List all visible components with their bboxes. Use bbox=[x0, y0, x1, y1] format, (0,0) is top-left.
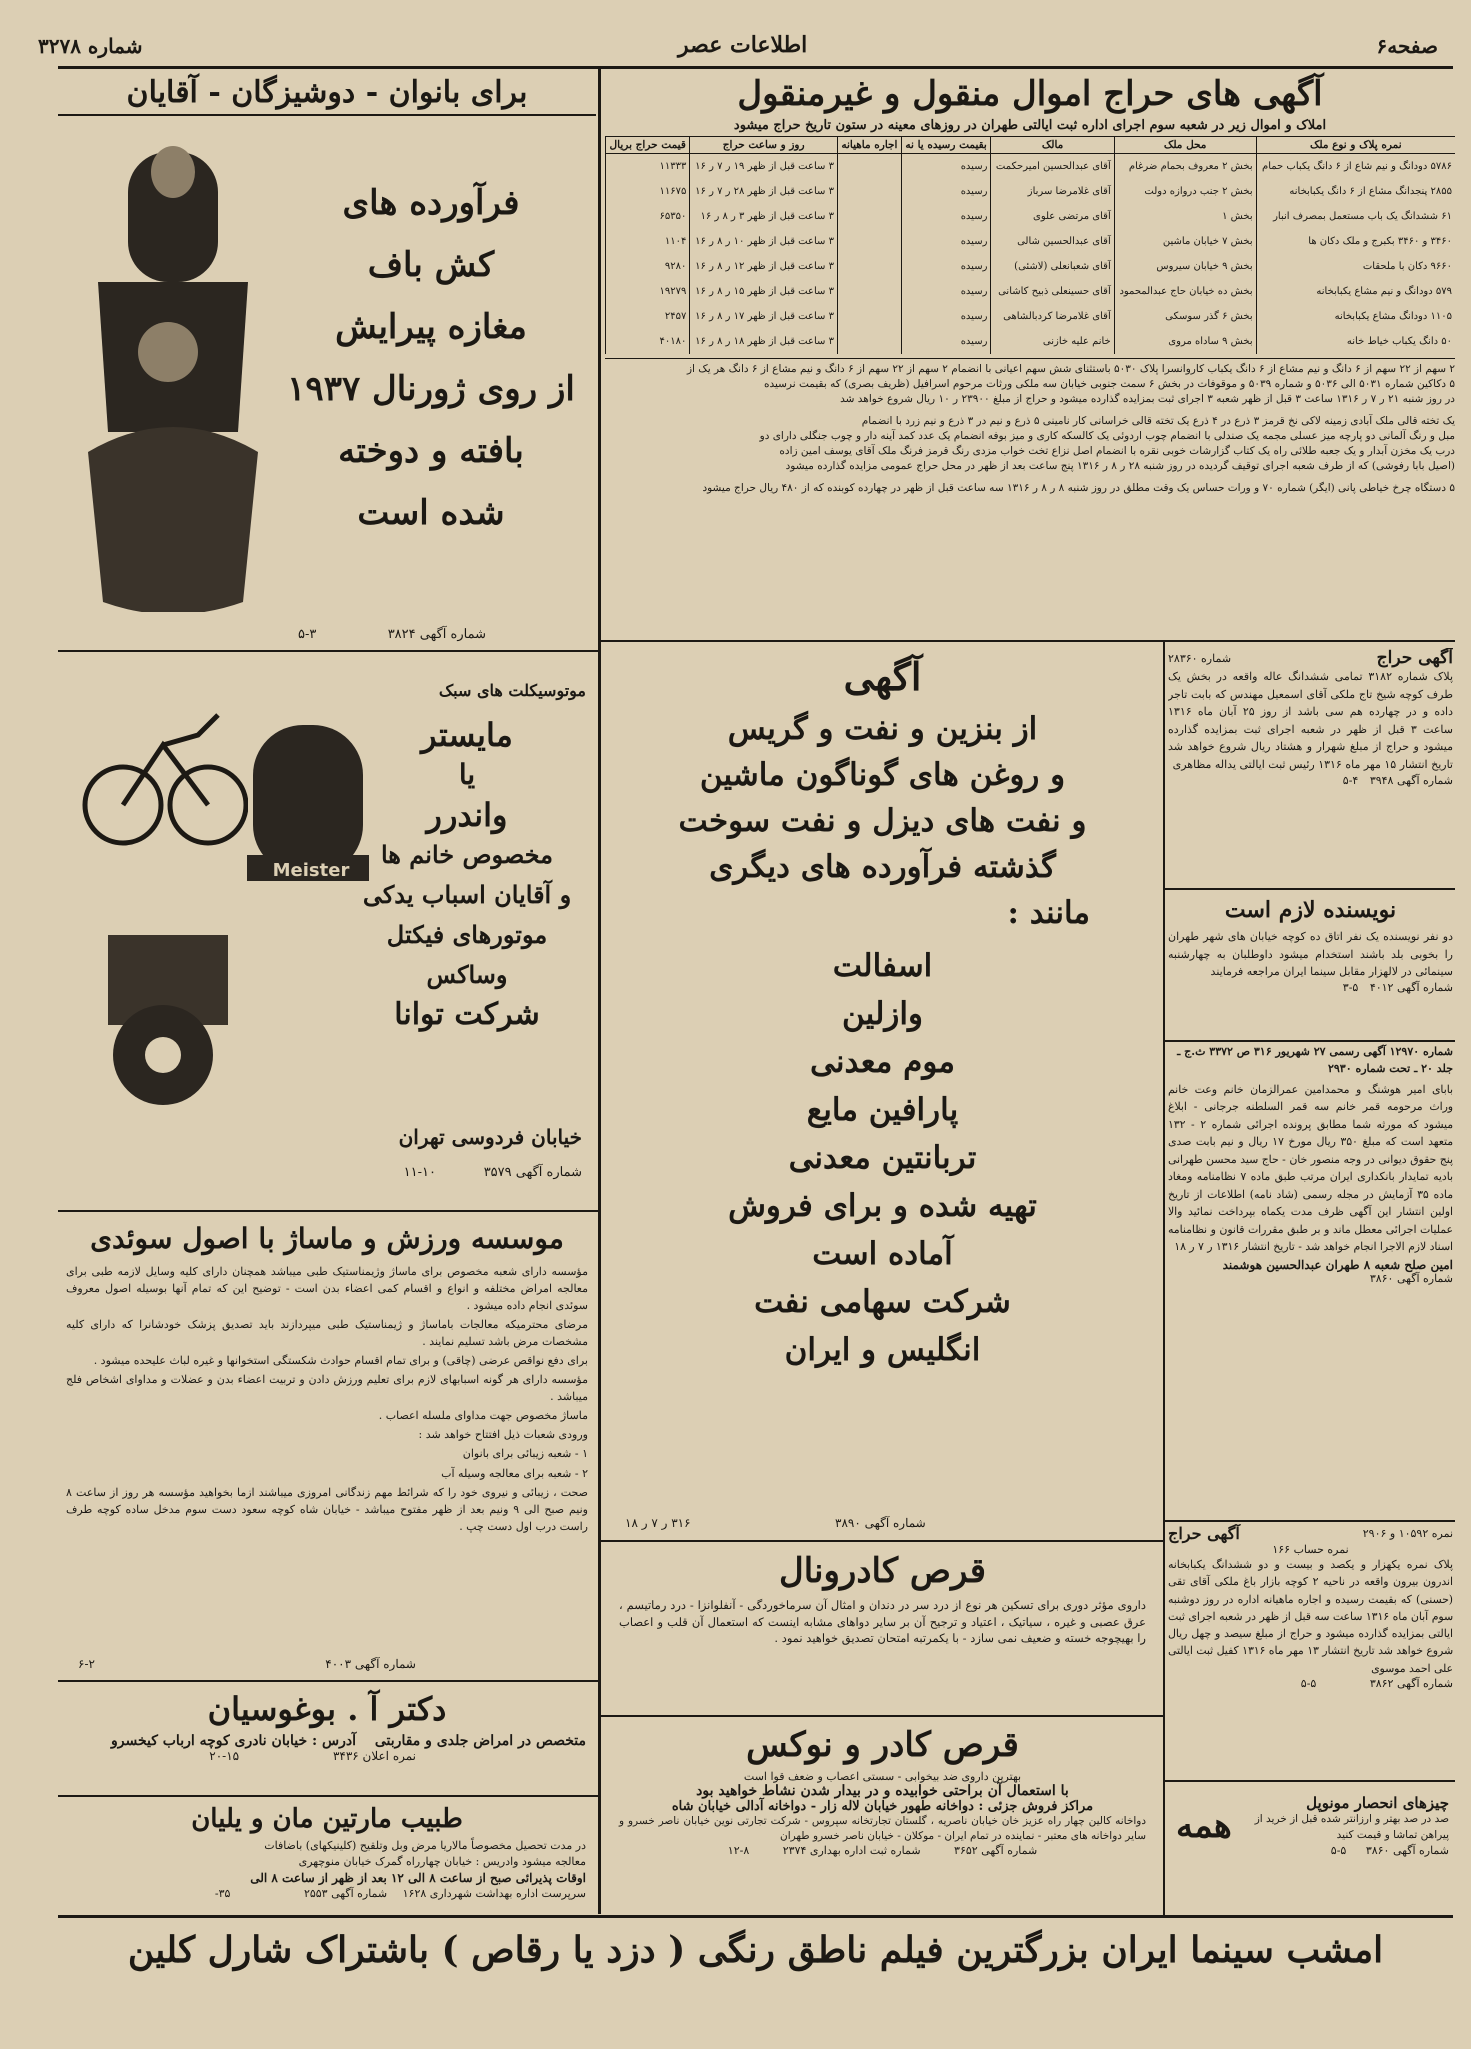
column-header: قیمت حراج بریال bbox=[606, 137, 690, 154]
oil-ad-number: شماره آگهی ۳۸۹۰ bbox=[835, 1516, 926, 1530]
auction-note: در روز شنبه ۲۱ ر ۷ ر ۱۳۱۶ ساعت ۳ قبل از ظهر شعبه ۳ اجرای ثبت بمزایده گذارده میشود و حراج از مبلغ ۲۳۹۰۰ ر ۱۰ ریال شروع خواهد شد bbox=[840, 393, 1455, 406]
oil-title: آگهی bbox=[843, 654, 922, 699]
cadornal-ad bbox=[605, 1545, 1160, 1711]
doctor-martin-ad bbox=[58, 1800, 596, 1912]
motorcycle-line: شرکت توانا bbox=[394, 997, 540, 1032]
auction-note: ۲ سهم از ۲۲ سهم از ۶ دانگ و نیم مشاع از ۶ دانگ یکباب کاروانسرا پلاک ۵۰۳۰ باستثنای شش سهم اعیانی با انضمام ۲ سهم از ۲۲ سهم از ۶ دانگ و نیم مشاع از ۶ دانگ هر یک از bbox=[686, 363, 1455, 375]
cadornal-title: قرص کادرونال bbox=[778, 1551, 986, 1591]
doctor-boghosian-license: نمره اعلان ۳۴۳۶ bbox=[332, 1749, 416, 1763]
cadornal-text: داروی مؤثر دوری برای تسکین هر نوع از درد سر در دندان و امثال آن سرماخوردگی - آنفلوانزا - درد رماتیسم ، عرق عصبی و غیره ، سیاتیک ، اعتیاد و ترجیح آن بر سایر دواهای مشابه اینست که استعمال آن قلب و اعصاب را بهیچوجه خسته و ضعیف نمی سازد - با یکمرتبه امتحان تصدیق خواهید نمود . bbox=[619, 1598, 1146, 1646]
doctor-boghosian-address: آدرس : خیابان نادری کوچه ارباب کیخسرو bbox=[110, 1733, 357, 1749]
auction-cell: ۵۷۸۶ دودانگ و نیم شاع از ۶ دانگ یکباب حمام bbox=[1256, 154, 1455, 180]
monopoly-footer bbox=[1254, 1844, 1449, 1857]
writer-wanted-title: نویسنده لازم است bbox=[1224, 897, 1397, 923]
auction-cell: ۶۵۳۵۰ bbox=[606, 204, 690, 229]
auction-cell: ۹۲۸۰ bbox=[606, 254, 690, 279]
auction-note: درب یک مخزن آبدار و یک جعبه طلائی راه یک کتاب گزارشات خوبی نقره با انضمام اصل نزاع تخت خواب مزدی رنگ قرمز فرنگ ملک آقای یوسف امین زاده bbox=[779, 445, 1455, 458]
knitwear-line: از روی ژورنال ۱۹۳۷ bbox=[287, 369, 575, 409]
knitwear-line: شده است bbox=[357, 493, 505, 533]
auction-cell: ۳ ساعت قبل از ظهر ۱۷ ر ۸ ر ۱۶ bbox=[690, 304, 838, 329]
auction-cell: ۳ ساعت قبل از ظهر ۲۸ ر ۷ ر ۱۶ bbox=[690, 179, 838, 204]
fashion-illustration bbox=[68, 132, 278, 612]
auction-cell: ۵۷۹ دودانگ و نیم مشاع یکبابخانه bbox=[1256, 279, 1455, 304]
auction-cell: خانم علیه خازنی bbox=[991, 329, 1114, 354]
writer-wanted-ad-code: ۵-۳ bbox=[1342, 980, 1359, 994]
doctor-martin-body bbox=[58, 1838, 596, 1902]
monopoly-big-word: همه bbox=[1176, 1806, 1232, 1846]
auction-small2-bottom-rule bbox=[1165, 1780, 1455, 1782]
cadornox-ad bbox=[605, 1720, 1160, 1912]
motorcycle-line: و آقایان اسباب یدکی bbox=[362, 880, 572, 909]
knitwear-header: برای بانوان - دوشیزگان - آقایان bbox=[58, 72, 596, 116]
auction-cell: ۱۹۲۷۹ bbox=[606, 279, 690, 304]
auction-cell: ۵۰ دانگ یکباب خیاط خانه bbox=[1256, 329, 1455, 354]
official-notice-signature: امین صلح شعبه ۸ طهران عبدالحسین هوشمند bbox=[1222, 1257, 1453, 1272]
doctor-boghosian-details bbox=[58, 1733, 596, 1749]
auction-cell: ۳ ساعت قبل از ظهر ۳ ر ۸ ر ۱۶ bbox=[690, 204, 838, 229]
motorcycle-ad-number: شماره آگهی ۳۵۷۹ bbox=[483, 1165, 582, 1180]
oil-product: پارافین مایع bbox=[806, 1092, 959, 1128]
knitwear-ad bbox=[58, 72, 596, 648]
doctor-martin-title: طبیب مارتین مان و یلیان bbox=[191, 1804, 463, 1834]
cadornox-line3: دواخانه کالین چهار راه عزیز خان خیابان ناصریه ، گلستان تجارتخانه سپروس - شرکت تجارتی نوین خیابان ناصر خسرو و سایر دواخانه های معتبر - نماینده در تمام ایران - موکلان - خیابان ناصر خسرو طهران bbox=[619, 1815, 1146, 1843]
massage-ad-code: ۶-۲ bbox=[78, 1657, 95, 1671]
oil-product: تربانتین معدنی bbox=[788, 1140, 977, 1176]
cadornox-ad-number: شماره آگهی ۳۶۵۲ bbox=[954, 1844, 1038, 1858]
auction-cell bbox=[837, 204, 901, 229]
auction-cell: رسیده bbox=[901, 279, 991, 304]
auction-row bbox=[606, 279, 1456, 304]
auction-cell: آقای شعبانعلی (لاشئی) bbox=[991, 254, 1114, 279]
auction-cell: بخش ۱ bbox=[1114, 204, 1256, 229]
auction-cell: ۱۱۶۷۵ bbox=[606, 179, 690, 204]
small-auction-text: پلاک شماره ۳۱۸۲ تمامی ششدانگ عاله واقعه در بخش یک طرف کوچه شیخ تاج ملکی آقای اسمعیل مهندس که بابت تاجر داده و در چهارده هم سی باشد از روز ۲۵ آبان ماه ۱۳۱۶ ساعت ۳ قبل از ظهر در شعبه اجرای ثبت بمزایده گذارده میشود و حراج از مبلغ شهرار و هشتاد ریال شروع خواهد شد تاریخ انتشار ۱۵ مهر ماه ۱۳۱۶ رئیس ثبت ایالتی یداله مظاهری bbox=[1168, 670, 1453, 771]
top-rule bbox=[58, 66, 1453, 69]
small-auction-2-ad-number: شماره آگهی ۳۸۶۲ bbox=[1369, 1676, 1453, 1690]
motorcycle-header: موتوسیکلت های سبک bbox=[438, 681, 586, 700]
auction-cell: آقای عبدالحسین امیرحکمت bbox=[991, 154, 1114, 180]
auction-subtitle: املاک و اموال زیر در شعبه سوم اجرای اداره ثبت ایالتی طهران در روزهای معینه در ستون تاریخ حراج میشود bbox=[605, 116, 1455, 137]
auction-table-body bbox=[606, 154, 1456, 355]
knitwear-line: بافته و دوخته bbox=[338, 431, 524, 471]
auction-cell bbox=[837, 304, 901, 329]
auction-note: ۵ دکاکین شماره ۵۰۳۱ الی ۵۰۳۶ و شماره ۵۰۳۹ و موقوفات در بخش ۶ سمت جنوبی خیابان سه ملکی ورثات مرحوم اسرافیل (ظریف بصری) که بقیمت نرسیده bbox=[763, 378, 1455, 391]
oil-product: اسفالت bbox=[832, 948, 933, 984]
motorcycle-line: واندرر bbox=[426, 796, 508, 834]
oil-closing-line: آماده است bbox=[812, 1236, 953, 1272]
small-auction-footer bbox=[1168, 774, 1453, 787]
doctor-martin-line: معالجه میشود وادریس : خیابان چهارراه گمرک خیابان منوچهری bbox=[298, 1855, 586, 1868]
motorcycle-line: موتورهای فیکتل bbox=[386, 920, 548, 949]
writer-bottom-rule bbox=[1165, 1040, 1455, 1042]
motorcycle-bottom-rule bbox=[58, 1210, 598, 1212]
official-notice-ad-number: شماره آگهی ۳۸۶۰ bbox=[1369, 1271, 1453, 1285]
auction-bottom-rule bbox=[600, 640, 1455, 642]
auction-cell: ۱۱۰۴ bbox=[606, 229, 690, 254]
auction-cell: ۱۱۳۳۳ bbox=[606, 154, 690, 180]
knitwear-line: فرآورده های bbox=[342, 183, 520, 223]
small-auction-2-ad-code: ۵-۵ bbox=[1300, 1676, 1317, 1690]
massage-ad-number: شماره آگهی ۴۰۰۳ bbox=[325, 1657, 416, 1671]
doctor-boghosian-ad bbox=[58, 1685, 596, 1793]
small-auction-ad-code: ۴-۵ bbox=[1342, 773, 1359, 787]
knitwear-body bbox=[286, 172, 576, 544]
auction-row bbox=[606, 304, 1456, 329]
massage-paragraph: برای دفع نواقص عرضی (چاقی) و برای تمام اقسام حوادث شکستگی استخوانها و غیره لباث علیحده میشود . bbox=[93, 1354, 588, 1368]
oil-closing-line: شرکت سهامی نفت bbox=[754, 1284, 1011, 1320]
oil-closing bbox=[605, 1182, 1160, 1374]
knitwear-ad-code: ۵-۳ bbox=[298, 627, 317, 642]
column-rule-left bbox=[598, 68, 601, 1914]
small-auction-2-ad bbox=[1168, 1524, 1453, 1778]
cadornox-title: قرص کادر و نوکس bbox=[746, 1725, 1019, 1765]
auction-cell: آقای مرتضی علوی bbox=[991, 204, 1114, 229]
oil-line: از بنزین و نفت و گریس bbox=[727, 711, 1038, 747]
auction-cell: آقای حسینعلی ذبیح کاشانی bbox=[991, 279, 1114, 304]
motorcycle-line: یا bbox=[458, 758, 476, 791]
writer-wanted-ad-number: شماره آگهی ۴۰۱۲ bbox=[1369, 980, 1453, 994]
oil-closing-line: تهیه شده و برای فروش bbox=[728, 1188, 1037, 1224]
auction-table bbox=[605, 137, 1455, 354]
column-header: بقیمت رسیده یا نه bbox=[901, 137, 991, 154]
small-auction-2-title: آگهی حراج bbox=[1168, 1524, 1240, 1543]
cadornox-subtitle: بهترین داروی ضد بیخوابی - سستی اعصاب و ضعف قوا است bbox=[743, 1770, 1022, 1783]
engine-illustration bbox=[68, 915, 268, 1115]
massage-paragraph: مؤسسه دارای هر گونه اسبابهای لازم برای تعلیم ورزش دادن و تربیت اعضاء بدن و عضلات و مداوای اشخاص فلج میباشد . bbox=[66, 1373, 588, 1404]
auction-cell: رسیده bbox=[901, 329, 991, 354]
motorcycle-line: مایستر bbox=[421, 716, 513, 754]
motorcycle-line: وساکس bbox=[426, 960, 508, 989]
auction-table-header bbox=[606, 137, 1456, 154]
auction-cell: بخش ۹ خیابان سیروس bbox=[1114, 254, 1256, 279]
auction-note: (اصیل بابا رفوشی) که از طرف شعبه اجرای توقیف گردیده در روز شنبه ۲۸ ر ۸ ر ۱۳۱۶ پنج ساعت بعد از ظهر در محل حراج عمومی مزایده گذارده میشود bbox=[785, 460, 1455, 473]
knitwear-ad-number: شماره آگهی ۳۸۲۴ bbox=[387, 627, 486, 642]
cadornox-line1: با استعمال آن براحتی خوابیده و در بیدار شدن نشاط خواهید بود bbox=[696, 1783, 1069, 1799]
doctor-boghosian-specialty: متخصص در امراض جلدی و مقاربتی bbox=[374, 1733, 586, 1749]
auction-row bbox=[606, 179, 1456, 204]
auction-cell: ۳ ساعت قبل از ظهر ۱۹ ر ۷ ر ۱۶ bbox=[690, 154, 838, 180]
auction-cell: بخش ۲ جنب دروازه دولت bbox=[1114, 179, 1256, 204]
official-notice bbox=[1168, 1044, 1453, 1518]
column-rule-right bbox=[1163, 640, 1165, 1915]
oil-ad-date: ۳۱۶ ر ۷ ر ۱۸ bbox=[625, 1516, 691, 1530]
small-auction-title: آگهی حراج bbox=[1376, 648, 1453, 668]
oil-line: گذشته فرآورده های دیگری bbox=[709, 849, 1056, 885]
auction-cell: بخش ۹ ساداه مروی bbox=[1114, 329, 1256, 354]
oil-products bbox=[605, 942, 1160, 1182]
auction-cell: رسیده bbox=[901, 154, 991, 180]
auction-cell: رسیده bbox=[901, 254, 991, 279]
auction-cell: ۳ ساعت قبل از ظهر ۱۸ ر ۸ ر ۱۶ bbox=[690, 329, 838, 354]
official-notice-text: بابای امیر هوشنگ و محمدامین عمرالزمان خانم وعت خانم وراث مرحومه قمر خانم سه قمر السلطنه جرجانی - ابلاغ میشود که مورثه شما مطابق پرونده اجرائی شماره ۲ - ۱۳۲ متعهد است که مبلغ ۳۵۰ ریال مورخ ۱۷ ریال و نیم بابت صدی پنج حقوق دیوانی در وجه منصور خان - حاج سید محسن طهرانی بادیه تمایدار بانکداری ایران مرتب طبق ماده ۷ نظامنامه ومغاد ماده ۳۵ آزمایش در مجله رسمی (شاد نامه) اطلاعات از تاریخ اولین انتشار این آگهی ظرف مدت یکماه بپرداخت نمائید والا عملیات اجرائی معطل ماند و بر طبق مقررات قانون و نظامنامه اسناد لازم الاجرا انجام خواهد شد - تاریخ انتشار ۱۳۱۶ ر ۷ ر ۱۸ bbox=[1168, 1083, 1453, 1254]
auction-cell: رسیده bbox=[901, 179, 991, 204]
small-auction-2-subtitle: نمره حساب ۱۶۶ bbox=[1272, 1543, 1349, 1556]
auction-cell bbox=[837, 329, 901, 354]
official-notice-header: شماره ۱۲۹۷۰ آگهی رسمی ۲۷ شهریور ۳۱۶ ص ۳۳۷۲ ث.ج ـ جلد ۲۰ ـ تحت شماره ۲۹۳۰ bbox=[1177, 1045, 1453, 1075]
massage-paragraph: ۲ - شعبه برای معالجه وسیله آب bbox=[441, 1466, 588, 1480]
doctor-martin-ad-number: شماره آگهی ۲۵۵۳ bbox=[303, 1887, 388, 1900]
auction-cell bbox=[837, 154, 901, 180]
massage-title: موسسه ورزش و ماساژ با اصول سوئدی bbox=[90, 1222, 564, 1255]
auction-cell: آقای غلامرضا سرباز bbox=[991, 179, 1114, 204]
knitwear-line: مغازه پیرایش bbox=[335, 307, 527, 347]
oil-bottom-rule bbox=[600, 1540, 1163, 1542]
auction-cell: بخش ۲ معروف بحمام ضرغام bbox=[1114, 154, 1256, 180]
auction-row bbox=[606, 154, 1456, 180]
monopoly-ad-number: شماره آگهی ۳۸۶۰ bbox=[1365, 1843, 1449, 1857]
writer-wanted-footer bbox=[1168, 981, 1453, 994]
auction-cell: ۱۱۰۵ دودانگ مشاع یکبابخانه bbox=[1256, 304, 1455, 329]
cadornox-line2: مراکز فروش جزئی : دواخانه طهور خیابان لاله زار - دواخانه آدالی خیابان شاه bbox=[671, 1799, 1094, 1814]
massage-bottom-rule bbox=[58, 1680, 598, 1682]
massage-paragraph: ماساژ مخصوص جهت مداوای ملسله اعصاب . bbox=[378, 1409, 588, 1423]
column-header: مالک bbox=[991, 137, 1114, 154]
auction-row bbox=[606, 229, 1456, 254]
auction-cell: ۲۸۵۵ پنجدانگ مشاع از ۶ دانگ یکبابخانه bbox=[1256, 179, 1455, 204]
oil-intro bbox=[605, 706, 1160, 936]
motorcycle-ad bbox=[58, 655, 596, 1207]
auction-small-bottom-rule bbox=[1165, 888, 1455, 890]
writer-wanted-text: دو نفر نویسنده یک نفر اتاق ده کوچه خیابان های شهر طهران را بخوبی بلد باشند استخدام میشود داوطلبان به چهارشنبه سینمائی در لالهزار مقابل سینما ایران مراجعه فرمایند bbox=[1168, 930, 1453, 979]
cinema-footer-banner: امشب سینما ایران بزرگترین فیلم ناطق رنگی ( دزد یا رقاص ) باشتراک شارل کلین bbox=[127, 1929, 1384, 1971]
massage-paragraph: مرضای محترمیکه معالجات باماساژ و ژیمناستیک طبی میپردازند باید تصدیق پزشک خودشانرا که دارای کلیه مشخصات مرض باشد تسلیم نمایند . bbox=[66, 1318, 588, 1349]
auction-cell: ۳۴۶۰ و ۳۴۶۰ بکبرج و ملک دکان ها bbox=[1256, 229, 1455, 254]
notice-bottom-rule bbox=[1165, 1520, 1455, 1522]
auction-cell bbox=[837, 179, 901, 204]
cadornox-license: شماره ثبت اداره بهداری ۲۳۷۴ bbox=[782, 1844, 921, 1858]
monopoly-text: صد در صد بهتر و ارزانتر شده قبل از خرید از پیراهن تماشا و قیمت کنید bbox=[1254, 1813, 1449, 1841]
massage-paragraph: صحت ، زیبائی و نیروی خود را که شرائط مهم زندگانی امروزی میباشند ازما بخواهید مؤسسه هر روز از ساعت ۸ ونیم صبح الی ۹ ونیم بعد از ظهر مفتوح میباشد - خیابان شاه کوچه سعود دست سوم مدخل ساده کوچه طرف راست درب اول دست چپ . bbox=[66, 1485, 588, 1533]
monopoly-title: چیزهای انحصار مونوپل bbox=[1306, 1794, 1449, 1812]
oil-company-ad bbox=[605, 648, 1160, 1536]
auction-cell: بخش ۶ گذر سوسکی bbox=[1114, 304, 1256, 329]
doctor-martin-license: سرپرست اداره بهداشت شهرداری ۱۶۲۸ bbox=[402, 1887, 586, 1900]
oil-line: و نفت های دیزل و نفت سوخت bbox=[678, 803, 1087, 839]
small-auction-2-number: نمره ۱۰۵۹۲ و ۲۹۰۶ bbox=[1362, 1527, 1453, 1540]
knitwear-line: کش باف bbox=[367, 245, 495, 285]
auction-title: آگهی های حراج اموال منقول و غیرمنقول bbox=[737, 74, 1323, 114]
motorcycle-illustration bbox=[78, 675, 248, 855]
doctor-martin-line: در مدت تحصیل مخصوصاً مالاریا مرض وبل وتلقیح (کلینیکهای) باضافات bbox=[264, 1839, 586, 1852]
doctor-boghosian-ad-code: ۱۵-۲۰ bbox=[209, 1749, 240, 1763]
auction-cell: آقای غلامرضا کردبالشاهی bbox=[991, 304, 1114, 329]
auction-cell bbox=[837, 279, 901, 304]
column-header: نمره پلاک و نوع ملک bbox=[1256, 137, 1455, 154]
column-header: اجاره ماهیانه bbox=[837, 137, 901, 154]
massage-paragraph: ورودی شعبات ذیل افتتاح خواهد شد : bbox=[418, 1428, 588, 1442]
issue-number: شماره ۳۲۷۸ bbox=[38, 34, 143, 58]
auction-cell: رسیده bbox=[901, 304, 991, 329]
meister-logo-text: Meister bbox=[272, 860, 350, 881]
auction-notes bbox=[605, 358, 1455, 496]
auction-cell bbox=[837, 229, 901, 254]
doctor-martin-footer bbox=[58, 1886, 586, 1902]
paper-name: اطلاعات عصر bbox=[678, 32, 808, 58]
auction-cell: بخش ۷ خیابان ماشین bbox=[1114, 229, 1256, 254]
motorcycle-body bbox=[352, 715, 582, 1035]
auction-cell bbox=[837, 254, 901, 279]
auction-cell: رسیده bbox=[901, 204, 991, 229]
auction-note: یک تخته قالی ملک آبادی زمینه لاکی نخ قرمز ۳ ذرع در ۴ ذرع یک تخته قالی خراسانی کار نامینی ۵ ذرع و نیم در ۳ ذرع و نیم زرد با انضمام bbox=[861, 414, 1455, 427]
column-header: محل ملک bbox=[1114, 137, 1256, 154]
doctor-boghosian-footer bbox=[58, 1749, 596, 1763]
auction-cell: بخش ده خیابان حاج عبدالمحمود bbox=[1114, 279, 1256, 304]
doctor-bottom-rule bbox=[58, 1795, 598, 1797]
auction-note: مبل و رنگ آلمانی دو پارچه میز عسلی مجمه یک صندلی با انضمام چوب اردوئی یک کالسکه کاری و میز بوفه انضمام یک عدد کمد آینه دار و چوب جنگلی دارای دو bbox=[759, 429, 1455, 442]
monopoly-ad bbox=[1168, 1786, 1453, 1912]
cadornox-footer bbox=[605, 1844, 1160, 1857]
auction-row bbox=[606, 329, 1456, 354]
small-auction-ad bbox=[1168, 648, 1453, 886]
small-auction-2-text: پلاک نمره یکهزار و یکصد و بیست و دو ششدانگ یکبابخانه اندرون بیرون واقعه در ناحیه ۲ کوچه بازار باغ ملکی آقای تقی (حسنی) که بقیمت رسیده و اجاره ماهیانه اداره در روز دوشنبه سوم آبان ماه ۱۳۱۶ ساعت سه قبل از ظهر در شعبه اجرای ثبت ایالتی بمزایده گذارده میشود و حراج از مبلغ سیصد و چهل ریال شروع خواهد شد تاریخ انتشار ۱۳ مهر ماه ۱۳۱۶ کفیل ثبت ایالتی علی احمد موسوی bbox=[1168, 1558, 1453, 1675]
auction-cell: ۳ ساعت قبل از ظهر ۱۵ ر ۸ ر ۱۶ bbox=[690, 279, 838, 304]
oil-closing-line: انگلیس و ایران bbox=[784, 1332, 981, 1368]
massage-ad bbox=[58, 1215, 596, 1677]
knitwear-bottom-rule bbox=[58, 650, 598, 652]
auction-cell: ۴۰۱۸۰ bbox=[606, 329, 690, 354]
doctor-boghosian-name: دکتر آ . بوغوسیان bbox=[207, 1690, 447, 1728]
cadornox-ad-code: ۸-۱۲ bbox=[727, 1844, 750, 1858]
auction-row bbox=[606, 254, 1456, 279]
auction-cell: ۳ ساعت قبل از ظهر ۱۲ ر ۸ ر ۱۶ bbox=[690, 254, 838, 279]
column-header: روز و ساعت حراج bbox=[690, 137, 838, 154]
auction-cell: ۲۴۵۷ bbox=[606, 304, 690, 329]
motorcycle-ad-code: ۱۱-۱۰ bbox=[403, 1165, 436, 1180]
small-auction-number: شماره ۲۸۳۶۰ bbox=[1168, 651, 1232, 665]
auction-cell: ۹۶۶۰ دکان با ملحقات bbox=[1256, 254, 1455, 279]
oil-product: موم معدنی bbox=[810, 1044, 955, 1080]
masthead bbox=[18, 30, 1458, 70]
massage-paragraph: مؤسسه دارای شعبه مخصوص برای ماساژ وژیمناستیک طبی میباشد همچنان دارای کلیه وسایل لازمه طبی برای معالجه امراض مختلفه و انواع و اقسام کمی اعضاء بدن است - توضیح این که تمام آنها بوسیله اصول معروف سوئدی انجام داده میشود . bbox=[66, 1265, 588, 1313]
motorcycle-address: خیابان فردوسی تهران bbox=[398, 1125, 582, 1149]
auction-cell: آقای عبدالحسین شالی bbox=[991, 229, 1114, 254]
small-auction-2-footer bbox=[1168, 1677, 1453, 1690]
motorcycle-line: مخصوص خانم ها bbox=[380, 840, 554, 869]
massage-body bbox=[58, 1263, 596, 1535]
massage-paragraph: ۱ - شعبه زیبائی برای بانوان bbox=[462, 1447, 588, 1461]
doctor-martin-ad-code: ۳۵- bbox=[214, 1887, 231, 1900]
auction-row bbox=[606, 204, 1456, 229]
monopoly-ad-code: ۵-۵ bbox=[1330, 1843, 1347, 1857]
oil-line: مانند : bbox=[1007, 895, 1090, 931]
cadornal-bottom-rule bbox=[600, 1715, 1163, 1717]
auction-cell: رسیده bbox=[901, 229, 991, 254]
doctor-martin-line: اوقات پذیرائی صبح از ساعت ۸ الی ۱۲ بعد از ظهر از ساعت ۸ الی bbox=[250, 1871, 586, 1885]
auction-section bbox=[605, 72, 1455, 638]
page-number: صفحه۶ bbox=[1376, 34, 1438, 58]
auction-cell: ۳ ساعت قبل از ظهر ۱۰ ر ۸ ر ۱۶ bbox=[690, 229, 838, 254]
auction-note: ۵ دستگاه چرخ خیاطی پانی (ایگر) شماره ۷۰ و ورات حساس یک وقت مطلق در روز شنبه ۸ ر ۸ ر ۱۳۱۶ سه ساعت قبل از ظهر در چهارده کوبنده که از ۴۸۰ ریال حراج میشود bbox=[702, 481, 1455, 494]
auction-cell: ۶۱ ششدانگ یک باب مستعمل بمصرف انبار bbox=[1256, 204, 1455, 229]
oil-line: و روغن های گوناگون ماشین bbox=[699, 757, 1066, 793]
bottom-rule bbox=[58, 1915, 1453, 1918]
small-auction-ad-number: شماره آگهی ۳۹۴۸ bbox=[1369, 773, 1453, 787]
oil-product: وازلین bbox=[842, 996, 923, 1032]
writer-wanted-ad bbox=[1168, 892, 1453, 1038]
